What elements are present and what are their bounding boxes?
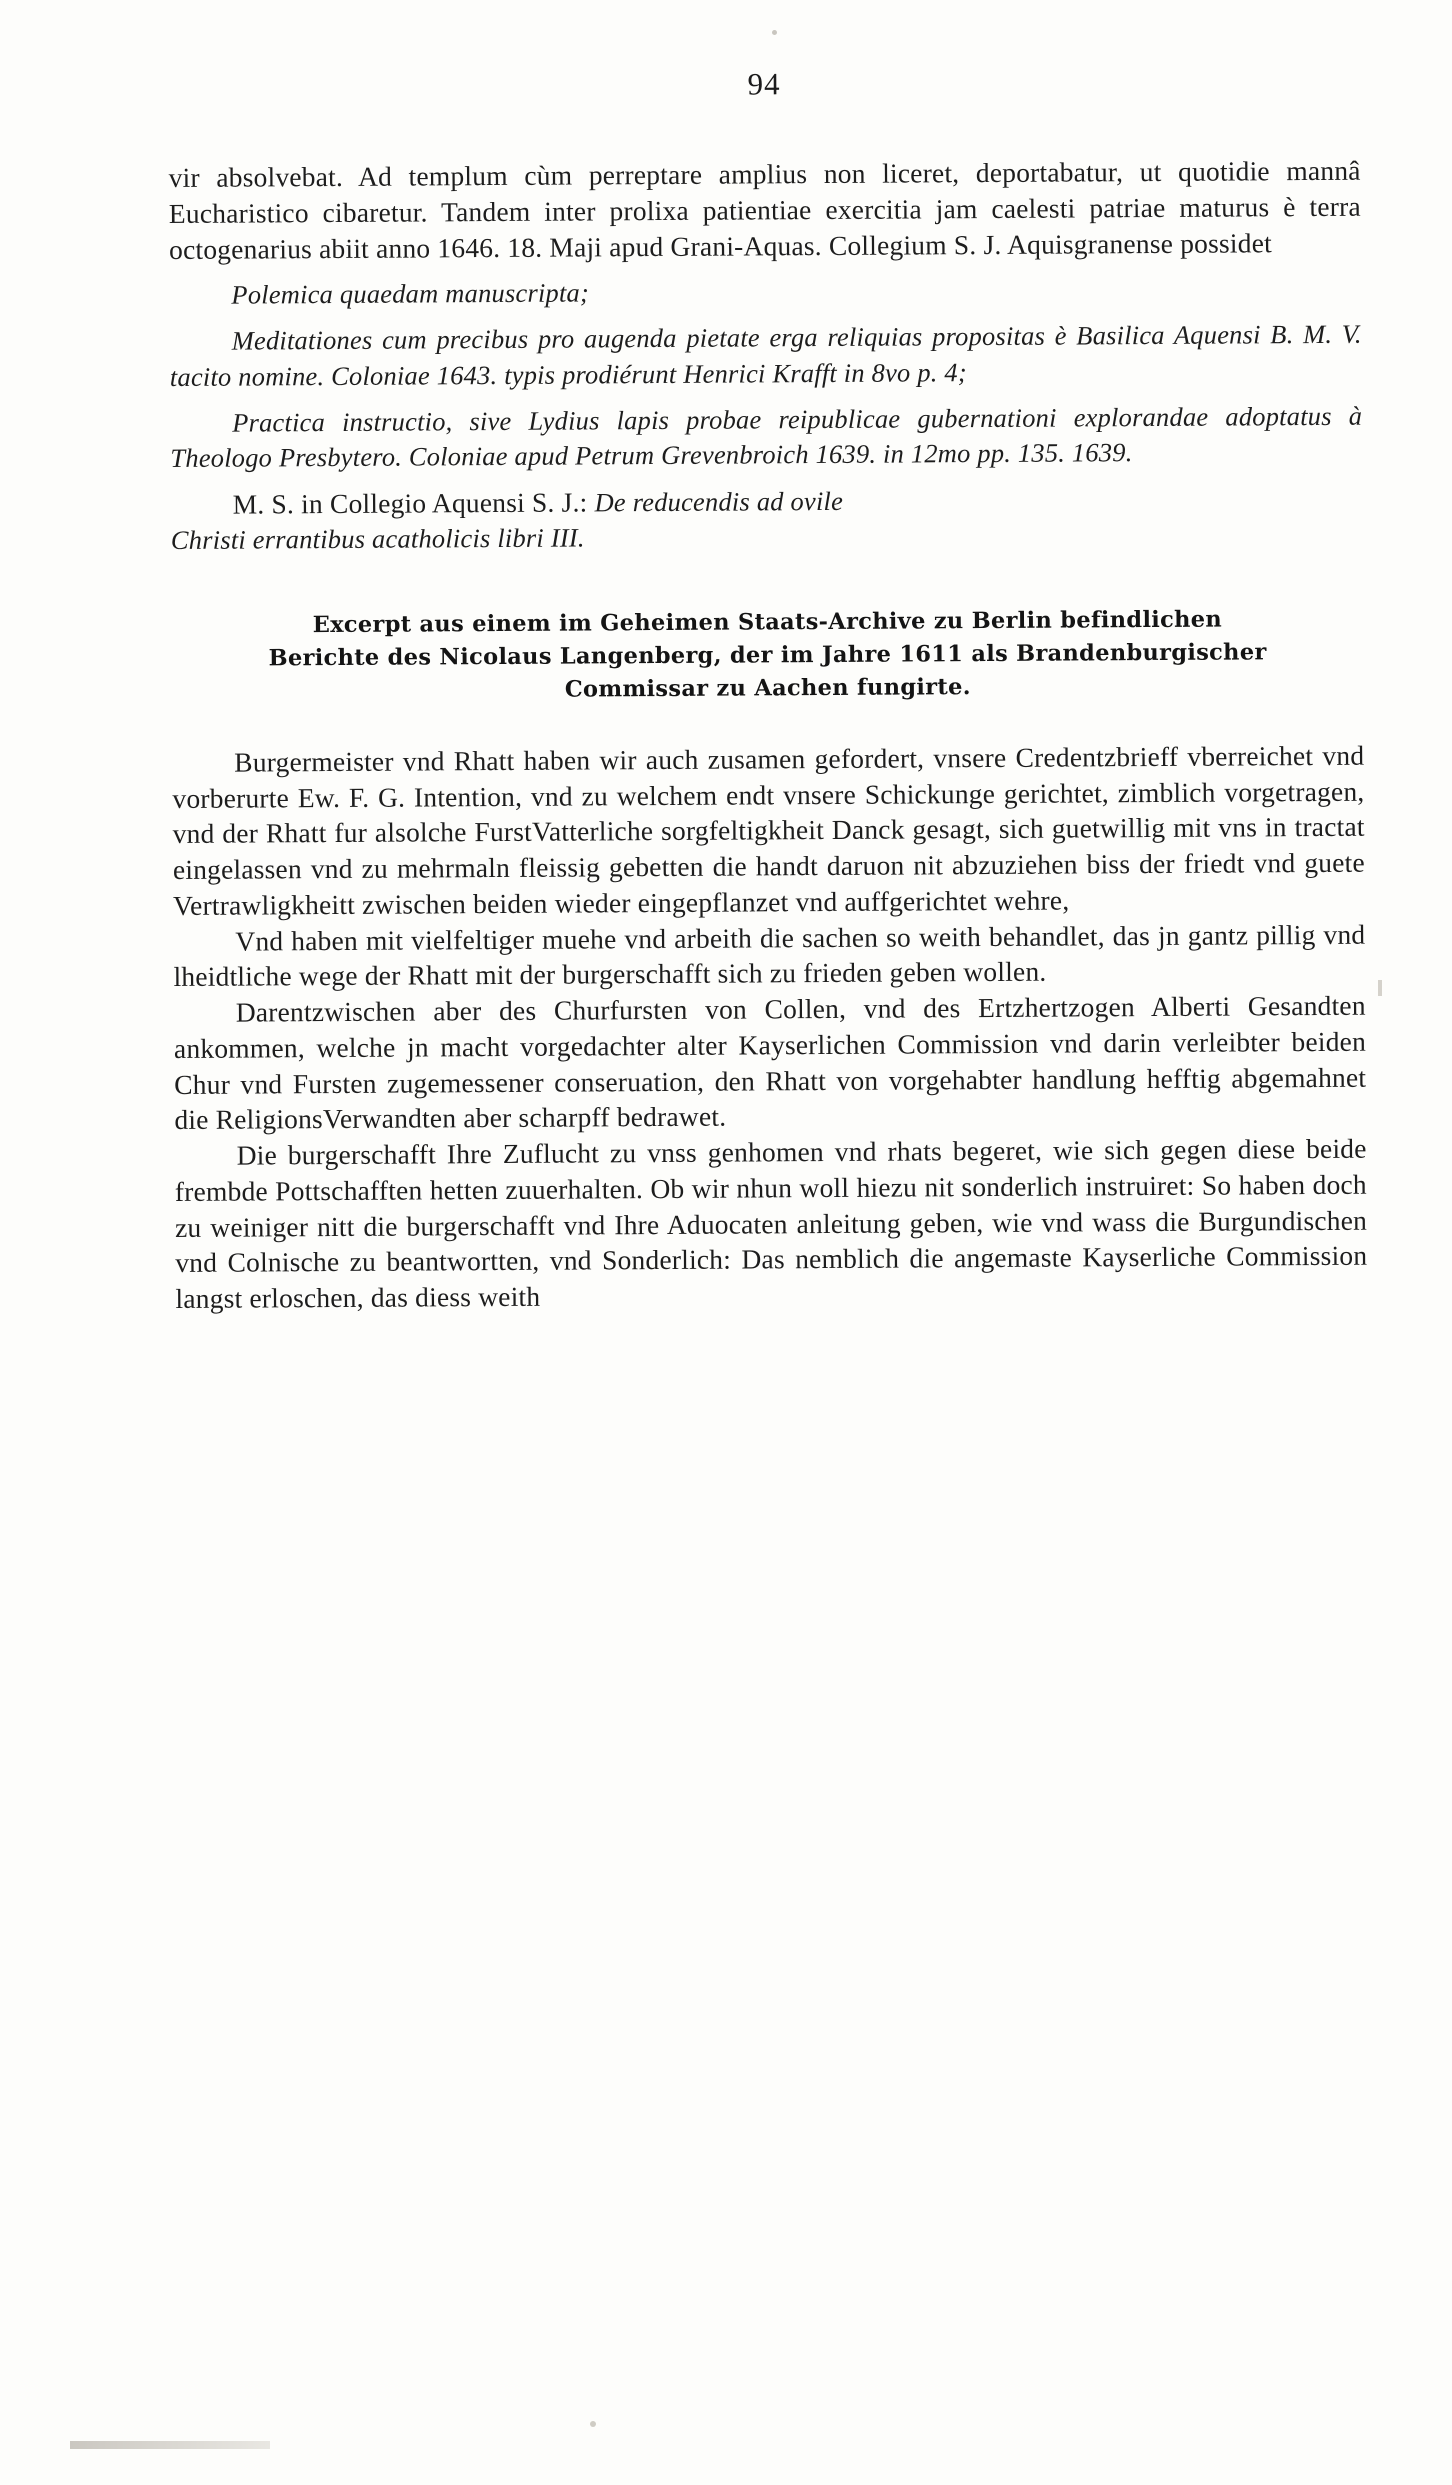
german-paragraph-2: Vnd haben mit vielfeltiger muehe vnd arbeith die sachen so weith behandlet, das jn gantz pillig vnd lheidtliche wege der Rhatt mit der burgerschafft sich zu frieden geben wollen. [173, 918, 1366, 993]
manuscript-note-italic: De reducendis ad ovile [594, 486, 844, 518]
section-heading-line-2: Berichte des Nicolaus Langenberg, der im Jahre 1611 als Brandenburgischer [268, 639, 1267, 672]
page-number: 94 [747, 66, 781, 102]
german-paragraph-1: Burgermeister vnd Rhatt haben wir auch zusamen gefordert, vnsere Credentzbrieff vberreichet vnd vorberurte Ew. F. G. Intention, vnd zu welchem endt vnsere Schickunge gerichtet, zimblich vorgetragen, vnd der Rhatt fur alsolche FurstVatterliche sorgfeltigkheit Danck gesagt, sich guetwillig mit vns in tractat eingelassen vnd zu mehrmaln fleissig gebetten die handt daruon nit abzuziehen biss der friedt vnd guete Vertrawligkheitt zwischen beiden wieder eingepflanzet vnd auffgerichtet wehre, [172, 739, 1365, 921]
german-paragraph-3: Darentzwischen aber des Churfursten von Collen, vnd des Ertzhertzogen Alberti Gesandten ankommen, welche jn macht vorgedachter alter Kayserlichen Commission vnd darin verleibter beiden Chur vnd Fursten zugemessener conseruation, den Rhatt von vorgehabter handlung hefftig abgemahnet die ReligionsVerwandten aber scharpff bedrawet. [173, 989, 1367, 1136]
page-content [168, 63, 1368, 1317]
manuscript-note-continuation: Christi errantibus acatholicis libri III. [170, 522, 585, 556]
work-title-1: Polemica quaedam manuscripta; [231, 277, 590, 310]
scan-artifact-dot-3 [590, 2421, 596, 2427]
german-paragraph-4: Die burgerschafft Ihre Zuflucht zu vnss genhomen vnd rhats begeret, wie sich gegen diese beide frembde Pottschafften hetten zuuerhalten. Ob wir nhun woll hiezu nit sonderlich instruiret: So haben doch zu weiniger nitt die burgerschafft vnd Ihre Aduocaten anleitung geben, wie vnd wass die Burgundischen vnd Colnische zu beantwortten, vnd Sonderlich: Das nemblich die angemaste Kayserliche Commission langst erloschen, das diess weith [174, 1132, 1368, 1315]
section-heading [207, 603, 1328, 708]
scan-artifact-mark [1378, 980, 1382, 996]
latin-opening-paragraph: vir absolvebat. Ad templum cùm perreptare amplius non liceret, deportabatur, ut quotidie mannâ Eucharistico cibaretur. Tandem inter prolixa patientiae exercitia jam caelesti patriae maturus è terra octogenarius abiit anno 1646. 18. Maji apud Grani-Aquas. Collegium S. J. Aquisgranense possidet [168, 154, 1361, 265]
section-heading-line-1: Excerpt aus einem im Geheimen Staats-Archive zu Berlin befindlichen [312, 606, 1223, 639]
work-title-3: Practica instructio, sive Lydius lapis probae reipublicae gubernationi explorandae adoptatus à Theologo Presbytero. Coloniae apud Petrum Grevenbroich 1639. in 12mo pp. 135. 1639. [170, 400, 1363, 474]
work-title-2: Meditationes cum precibus pro augenda pietate erga reliquias propositas è Basilica Aquensi B. M. V. tacito nomine. Coloniae 1643. typis prodiérunt Henrici Krafft in 8vo p. 4; [169, 319, 1362, 392]
scan-artifact-dot [772, 30, 777, 35]
scan-artifact-edge [70, 2441, 270, 2449]
manuscript-note-roman: M. S. in Collegio Aquensi S. J.: [232, 486, 588, 521]
section-heading-line-3: Commissar zu Aachen fungirte. [564, 674, 971, 703]
